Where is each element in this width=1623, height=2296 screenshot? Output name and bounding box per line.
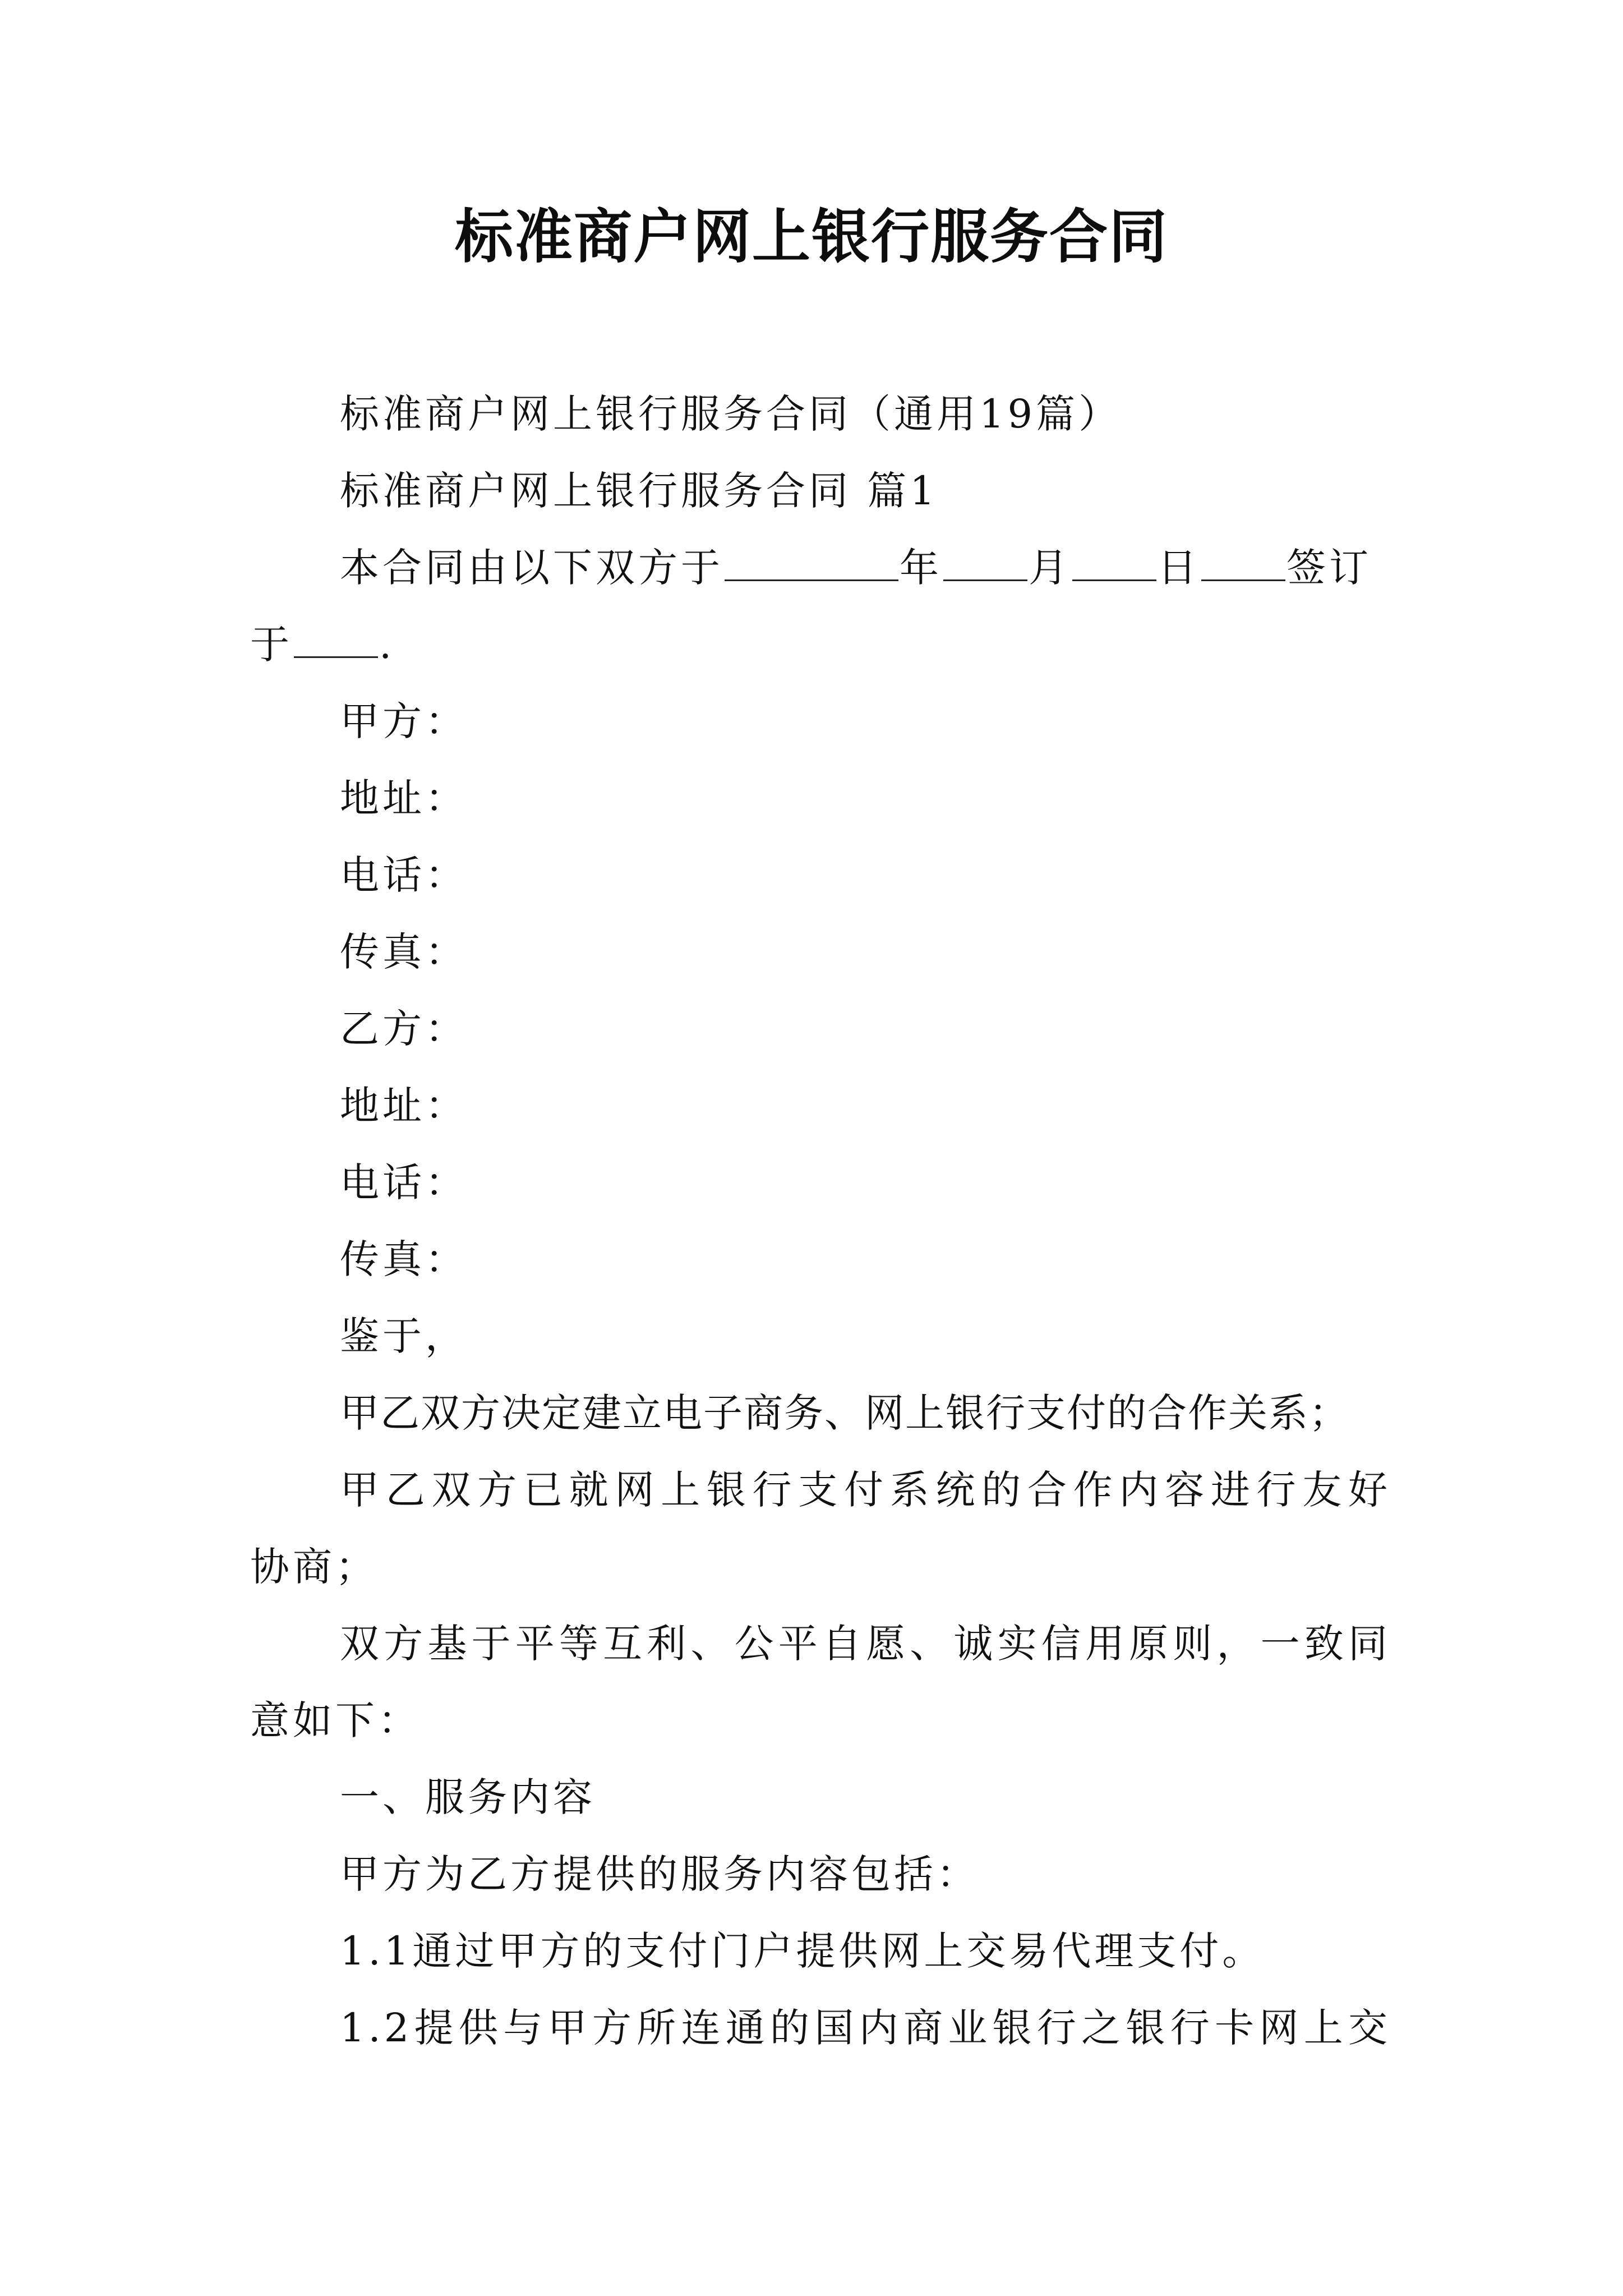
- signing-end: .: [379, 622, 395, 668]
- party-a-phone-label: 电话：: [340, 852, 468, 898]
- party-b-phone-label: 电话：: [340, 1159, 468, 1205]
- party-a-fax-label: 传真：: [340, 929, 468, 975]
- signing-day-label: 日: [1158, 545, 1200, 591]
- signing-signed-label: 签订: [1287, 545, 1372, 591]
- recital-3-line-1: 双方基于平等互利、公平自愿、诚实信用原则，一致同: [340, 1621, 1391, 1667]
- clause-1-2: 1.2提供与甲方所连通的国内商业银行之银行卡网上交: [340, 2005, 1391, 2051]
- signing-month-label: 月: [1029, 545, 1071, 591]
- recital-2-line-1: 甲乙双方已就网上银行支付系统的合作内容进行友好: [340, 1467, 1391, 1513]
- clause-1-heading: 一、服务内容: [340, 1774, 596, 1820]
- signing-text-part1: 本合同由以下双方于: [340, 545, 723, 591]
- blank-field: [725, 546, 898, 581]
- party-b-fax-label: 传真：: [340, 1236, 468, 1282]
- signing-line-continued: [250, 606, 1391, 683]
- document-subtitle: 标准商户网上银行服务合同（通用19篇）: [340, 391, 1122, 437]
- recital-3-line-2: 意如下：: [250, 1697, 421, 1743]
- recital-1: 甲乙双方决定建立电子商务、网上银行支付的合作关系；: [340, 1390, 1349, 1436]
- blank-field: [943, 546, 1027, 581]
- blank-field: [294, 623, 378, 658]
- party-a-address-label: 地址：: [340, 775, 468, 821]
- blank-field: [1201, 546, 1285, 581]
- signing-line: [250, 530, 1391, 606]
- clause-1-1: 1.1通过甲方的支付门户提供网上交易代理支付。: [340, 1928, 1265, 1974]
- party-b-address-label: 地址：: [340, 1083, 468, 1129]
- blank-field: [1072, 546, 1156, 581]
- section-heading: 标准商户网上银行服务合同 篇1: [340, 468, 938, 514]
- signing-year-label: 年: [900, 545, 942, 591]
- signing-text-part2: 于: [250, 622, 293, 668]
- party-b-name-label: 乙方：: [340, 1006, 468, 1052]
- party-a-name-label: 甲方：: [340, 698, 468, 744]
- recital-2-line-2: 协商；: [250, 1544, 378, 1590]
- document-body: [250, 376, 1391, 2067]
- clause-1-intro: 甲方为乙方提供的服务内容包括：: [340, 1851, 979, 1897]
- whereas-text: 鉴于，: [340, 1313, 468, 1359]
- document-title: 标准商户网上银行服务合同: [454, 203, 1168, 271]
